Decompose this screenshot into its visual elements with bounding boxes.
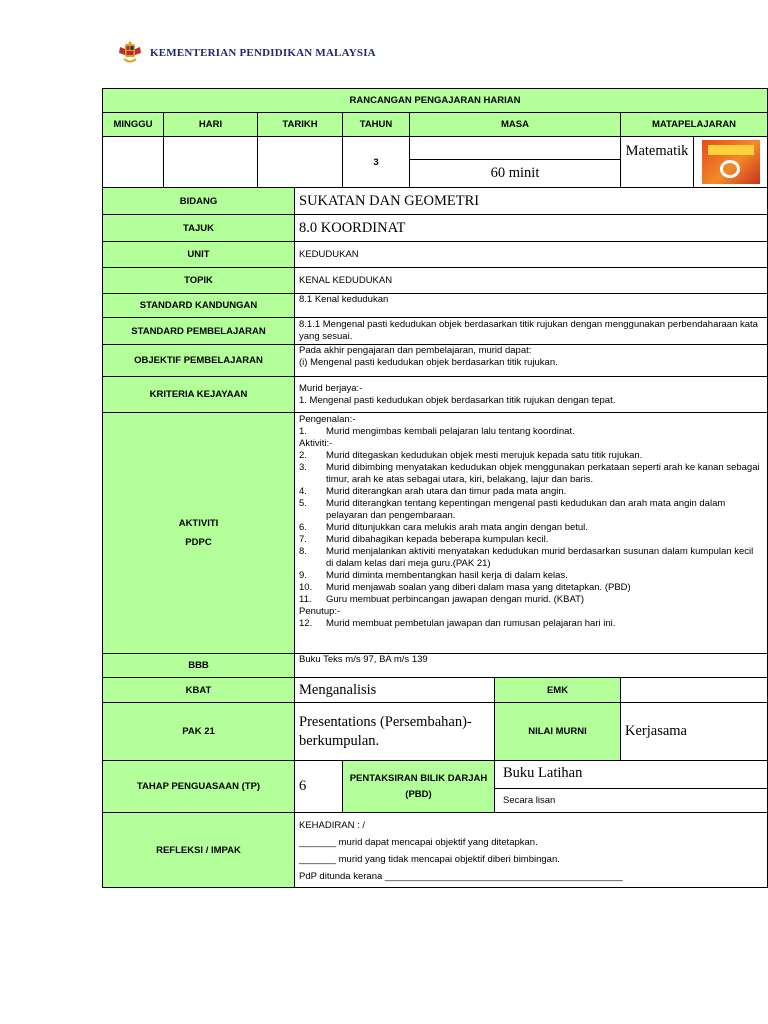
label-pbd: PENTAKSIRAN BILIK DARJAH (PBD) [343, 761, 495, 813]
label-aktiviti-2: PDPC [185, 537, 212, 548]
list-item: 4. Murid diterangkan arah utara dan timur pada mata angin. [299, 486, 567, 497]
list-item: 12. Murid membuat pembetulan jawapan dan rumusan pelajaran hari ini. [299, 618, 616, 629]
label-kriteria: KRITERIA KEJAYAAN [103, 377, 295, 413]
label-topik: TOPIK [103, 268, 295, 294]
refleksi-line-3: _______ murid yang tidak mencapai objektif diberi bimbingan. [299, 854, 560, 865]
value-minggu [103, 137, 164, 188]
label-tajuk: TAJUK [103, 215, 295, 242]
label-pak21: PAK 21 [103, 703, 295, 761]
objektif-line-2: (i) Mengenal pasti kedudukan objek berdasarkan titik rujukan. [299, 357, 558, 368]
list-item: 1. Murid mengimbas kembali pelajaran lalu tentang koordinat. [299, 426, 575, 437]
value-pbd-1: Buku Latihan [495, 762, 767, 789]
list-item: 6. Murid ditunjukkan cara melukis arah mata angin dengan betul. [299, 522, 588, 533]
label-aktiviti-1: AKTIVITI [178, 518, 219, 529]
col-minggu: MINGGU [103, 113, 164, 137]
value-unit: KEDUDUKAN [295, 242, 768, 268]
label-standard-kandungan: STANDARD KANDUNGAN [103, 294, 295, 318]
pengenalan-heading: Pengenalan:- [299, 414, 356, 425]
label-refleksi: REFLEKSI / IMPAK [103, 813, 295, 888]
value-matapelajaran [621, 137, 694, 188]
aktiviti-heading: Aktiviti:- [299, 438, 333, 449]
label-bbb: BBB [103, 654, 295, 678]
value-nilai-murni: Kerjasama [621, 703, 768, 761]
textbook-cover-image [702, 140, 760, 184]
list-item: 11. Guru membuat perbincangan jawapan dengan murid. (KBAT) [299, 594, 585, 605]
list-item: 9. Murid diminta membentangkan hasil kerja di dalam kelas. [299, 570, 568, 581]
kriteria-line-1: Murid berjaya:- [299, 382, 363, 394]
lesson-plan-table [102, 88, 768, 888]
col-matapelajaran: MATAPELAJARAN [621, 113, 768, 137]
refleksi-line-4: PdP ditunda kerana _____________________________________________ [299, 871, 623, 882]
label-objektif: OBJEKTIF PEMBELAJARAN [103, 345, 295, 377]
label-kbat: KBAT [103, 678, 295, 703]
value-pbd-cell [495, 761, 768, 813]
refleksi-line-2: _______ murid dapat mencapai objektif yang ditetapkan. [299, 837, 538, 848]
col-masa: MASA [410, 113, 621, 137]
value-masa-top [410, 137, 620, 159]
ministry-header [116, 40, 376, 66]
value-standard-kandungan: 8.1 Kenal kedudukan [295, 294, 768, 318]
aktiviti-list-c [299, 618, 763, 630]
aktiviti-list-b [299, 450, 763, 606]
col-tahun: TAHUN [343, 113, 410, 137]
value-objektif [295, 345, 768, 377]
label-unit: UNIT [103, 242, 295, 268]
book-cover-cell [694, 137, 768, 188]
plan-title: RANCANGAN PENGAJARAN HARIAN [103, 89, 768, 113]
value-tahap-penguasaan: 6 [295, 761, 343, 813]
label-nilai-murni: NILAI MURNI [495, 703, 621, 761]
list-item: 5. Murid diterangkan tentang kepentingan mengenal pasti kedudukan dan arah mata angin dalam pelayaran dan pengembaraan. [299, 498, 726, 521]
value-kriteria [295, 377, 768, 413]
value-pak21: Presentations (Persembahan)-berkumpulan. [295, 703, 495, 761]
value-tajuk: 8.0 KOORDINAT [295, 215, 768, 242]
col-hari: HARI [164, 113, 258, 137]
value-refleksi [295, 813, 768, 888]
label-bidang: BIDANG [103, 188, 295, 215]
value-bbb: Buku Teks m/s 97, BA m/s 139 [295, 654, 768, 678]
aktiviti-list-a [299, 426, 763, 438]
value-masa: 60 minit [410, 159, 620, 187]
list-item: 8. Murid menjalankan aktiviti menyatakan kedudukan murid berdasarkan susunan dalam kumpulan kecil di dalam kelas dari meja guru.(PAK 21) [299, 546, 754, 569]
label-emk: EMK [495, 678, 621, 703]
kriteria-line-2: 1. Mengenal pasti kedudukan objek berdasarkan titik rujukan dengan tepat. [299, 394, 616, 406]
value-pbd-2: Secara lisan [503, 794, 556, 806]
objektif-line-1: Pada akhir pengajaran dan pembelajaran, murid dapat: [299, 345, 532, 356]
list-item: 2. Murid ditegaskan kedudukan objek mesti merujuk kepada satu titik rujukan. [299, 450, 643, 461]
value-bidang: SUKATAN DAN GEOMETRI [295, 188, 768, 215]
list-item: 10. Murid menjawab soalan yang diberi dalam masa yang ditetapkan. (PBD) [299, 582, 631, 593]
malaysia-crest-icon [116, 41, 144, 65]
label-aktiviti [103, 413, 295, 654]
penutup-heading: Penutup:- [299, 606, 341, 617]
value-masa-cell [410, 137, 621, 188]
value-topik: KENAL KEDUDUKAN [295, 268, 768, 294]
label-tahap-penguasaan: TAHAP PENGUASAAN (TP) [103, 761, 295, 813]
value-standard-pembelajaran: 8.1.1 Mengenal pasti kedudukan objek berdasarkan titik rujukan dengan menggunakan perbendaharaan kata yang sesuai. [295, 318, 768, 345]
list-item: 3. Murid dibimbing menyatakan kedudukan objek menggunakan perkataan seperti arah ke kanan sebagai timur, arah ke atas sebagai utara, kiri, belakang, lajur dan baris. [299, 462, 760, 485]
list-item: 7. Murid dibahagikan kepada beberapa kumpulan kecil. [299, 534, 549, 545]
ministry-name: KEMENTERIAN PENDIDIKAN MALAYSIA [150, 47, 376, 59]
col-tarikh: TARIKH [258, 113, 343, 137]
value-tarikh [258, 137, 343, 188]
value-emk [621, 678, 768, 703]
value-matapelajaran-text: Matematik [625, 143, 689, 159]
value-tahun: 3 [343, 137, 410, 188]
value-hari [164, 137, 258, 188]
aktiviti-content [295, 413, 768, 654]
value-kbat: Menganalisis [295, 678, 495, 703]
refleksi-kehadiran: KEHADIRAN : / [299, 820, 365, 831]
label-standard-pembelajaran: STANDARD PEMBELAJARAN [103, 318, 295, 345]
